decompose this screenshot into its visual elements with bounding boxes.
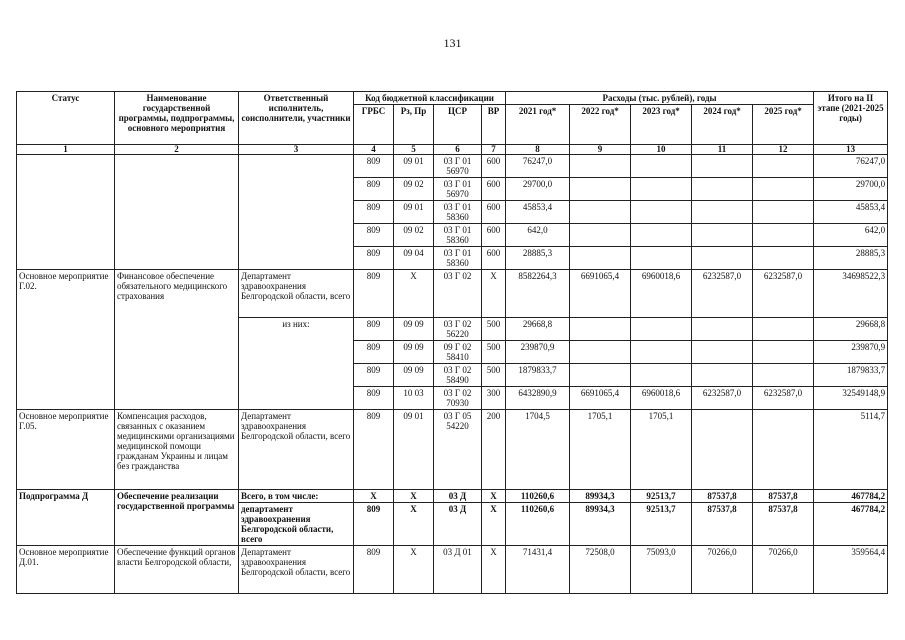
y2022-cell [570,201,631,224]
y2024-cell [692,155,753,178]
rzpr-cell: 09 09 [394,364,434,387]
y2023-cell: 92513,7 [631,503,692,546]
y2021-cell: 6432890,9 [506,387,570,410]
rzpr-cell: 09 09 [394,341,434,364]
column-number: 12 [753,145,814,155]
responsible-cell: департамент здравоохранения Белгородской области, всего [239,503,354,546]
grbs-cell: 809 [354,318,394,341]
responsible-cell: Департамент здравоохранения Белгородской области, всего [239,410,354,490]
rzpr-cell: 09 01 [394,155,434,178]
grbs-cell: 809 [354,387,394,410]
vr-cell: 600 [482,155,506,178]
total-cell: 1879833,7 [814,364,888,387]
total-cell: 239870,9 [814,341,888,364]
vr-cell: 600 [482,178,506,201]
vr-cell: 600 [482,224,506,247]
column-number: 13 [814,145,888,155]
header-status: Статус [17,92,115,145]
y2023-cell: 75093,0 [631,546,692,594]
responsible-cell: Всего, в том числе: [239,490,354,503]
y2021-cell: 110260,6 [506,490,570,503]
y2022-cell: 6691065,4 [570,270,631,318]
total-cell: 5114,7 [814,410,888,490]
y2021-cell: 45853,4 [506,201,570,224]
column-number: 6 [434,145,482,155]
name-cell: Компенсация расходов, связанных с оказанием медицинскими организациями медицинской помощи гражданам Украины и лицам без гражданства [115,410,239,490]
rzpr-cell: X [394,503,434,546]
rzpr-cell: 09 04 [394,247,434,270]
responsible-cell [239,155,354,270]
vr-cell: 200 [482,410,506,490]
total-cell: 642,0 [814,224,888,247]
vr-cell: 600 [482,247,506,270]
csr-cell: 03 Д 01 [434,546,482,594]
table-row [17,155,888,178]
table-row [17,270,888,318]
name-cell: Финансовое обеспечение обязательного медицинского страхования [115,270,239,410]
rzpr-cell: 09 09 [394,318,434,341]
y2024-cell [692,201,753,224]
csr-cell: 03 Д [434,490,482,503]
y2024-cell [692,364,753,387]
y2023-cell: 6960018,6 [631,270,692,318]
y2025-cell [753,341,814,364]
csr-cell: 03 Д [434,503,482,546]
y2021-cell: 29668,8 [506,318,570,341]
grbs-cell: X [354,490,394,503]
name-cell: Обеспечение функций органов власти Белгородской области, [115,546,239,594]
y2023-cell [631,247,692,270]
total-cell: 34698522,3 [814,270,888,318]
y2024-cell [692,224,753,247]
status-cell: Подпрограмма Д [17,490,115,546]
y2023-cell [631,364,692,387]
y2023-cell [631,178,692,201]
total-cell: 359564,4 [814,546,888,594]
header-year-2022: 2022 год* [570,105,631,145]
header-name: Наименование государственной программы, подпрограммы, основного мероприятия [115,92,239,145]
y2023-cell [631,224,692,247]
y2022-cell: 89934,3 [570,503,631,546]
y2021-cell: 110260,6 [506,503,570,546]
y2022-cell: 72508,0 [570,546,631,594]
y2021-cell: 1879833,7 [506,364,570,387]
page-number: 131 [443,36,462,50]
header-rzpr: Рз, Пр [394,105,434,145]
grbs-cell: 809 [354,503,394,546]
grbs-cell: 809 [354,224,394,247]
y2025-cell [753,318,814,341]
y2024-cell [692,341,753,364]
column-number: 3 [239,145,354,155]
responsible-cell: Департамент здравоохранения Белгородской области, всего [239,270,354,318]
column-number: 11 [692,145,753,155]
responsible-cell: из них: [239,318,354,410]
rzpr-cell: 09 01 [394,201,434,224]
y2025-cell: 87537,8 [753,503,814,546]
name-cell: Обеспечение реализации государственной программы [115,490,239,546]
budget-table [16,91,888,594]
y2022-cell [570,341,631,364]
header-responsible: Ответственный исполнитель, соисполнители, участники [239,92,354,145]
grbs-cell: 809 [354,546,394,594]
y2022-cell [570,178,631,201]
y2021-cell: 1704,5 [506,410,570,490]
rzpr-cell: 10 03 [394,387,434,410]
y2025-cell [753,364,814,387]
y2024-cell: 87537,8 [692,490,753,503]
csr-cell: 03 Г 01 58360 [434,224,482,247]
y2023-cell: 1705,1 [631,410,692,490]
y2025-cell [753,155,814,178]
y2025-cell [753,201,814,224]
csr-cell: 03 Г 02 56220 [434,318,482,341]
total-cell: 32549148,9 [814,387,888,410]
y2021-cell: 71431,4 [506,546,570,594]
csr-cell: 03 Г 02 70930 [434,387,482,410]
rzpr-cell: X [394,270,434,318]
total-cell: 29700,0 [814,178,888,201]
grbs-cell: 809 [354,341,394,364]
column-number: 5 [394,145,434,155]
csr-cell: 03 Г 05 54220 [434,410,482,490]
grbs-cell: 809 [354,201,394,224]
column-number: 7 [482,145,506,155]
y2025-cell: 6232587,0 [753,387,814,410]
header-csr: ЦСР [434,105,482,145]
y2022-cell [570,364,631,387]
csr-cell: 03 Г 02 [434,270,482,318]
rzpr-cell: 09 02 [394,224,434,247]
y2021-cell: 76247,0 [506,155,570,178]
table-row [17,410,888,490]
header-year-2024: 2024 год* [692,105,753,145]
y2025-cell [753,178,814,201]
csr-cell: 03 Г 01 58360 [434,201,482,224]
y2024-cell [692,178,753,201]
vr-cell: 500 [482,318,506,341]
column-number: 9 [570,145,631,155]
y2022-cell: 6691065,4 [570,387,631,410]
total-cell: 467784,2 [814,503,888,546]
y2024-cell [692,410,753,490]
header-expenses: Расходы (тыс. рублей), годы [506,92,814,105]
y2023-cell [631,318,692,341]
total-cell: 467784,2 [814,490,888,503]
total-cell: 45853,4 [814,201,888,224]
total-cell: 28885,3 [814,247,888,270]
rzpr-cell: 09 02 [394,178,434,201]
total-cell: 29668,8 [814,318,888,341]
y2024-cell [692,247,753,270]
y2022-cell [570,224,631,247]
vr-cell: X [482,490,506,503]
vr-cell: 600 [482,201,506,224]
y2022-cell [570,155,631,178]
column-number: 2 [115,145,239,155]
csr-cell: 03 Г 01 56970 [434,155,482,178]
header-year-2023: 2023 год* [631,105,692,145]
grbs-cell: 809 [354,270,394,318]
y2024-cell: 87537,8 [692,503,753,546]
status-cell: Основное мероприятие Д.01. [17,546,115,594]
rzpr-cell: X [394,490,434,503]
vr-cell: X [482,503,506,546]
header-year-2021: 2021 год* [506,105,570,145]
vr-cell: X [482,546,506,594]
y2023-cell: 6960018,6 [631,387,692,410]
y2022-cell: 1705,1 [570,410,631,490]
column-number: 8 [506,145,570,155]
column-number: 1 [17,145,115,155]
header-vr: ВР [482,105,506,145]
vr-cell: 500 [482,364,506,387]
y2025-cell: 6232587,0 [753,270,814,318]
vr-cell: 300 [482,387,506,410]
name-cell [115,155,239,270]
column-number: 10 [631,145,692,155]
grbs-cell: 809 [354,155,394,178]
y2025-cell: 87537,8 [753,490,814,503]
y2021-cell: 28885,3 [506,247,570,270]
y2022-cell [570,318,631,341]
y2024-cell [692,318,753,341]
y2024-cell: 70266,0 [692,546,753,594]
vr-cell: 500 [482,341,506,364]
csr-cell: 03 Г 01 56970 [434,178,482,201]
y2023-cell [631,155,692,178]
y2023-cell [631,201,692,224]
csr-cell: 09 Г 02 58410 [434,341,482,364]
column-numbers-row [17,145,888,155]
y2022-cell [570,247,631,270]
grbs-cell: 809 [354,410,394,490]
y2024-cell: 6232587,0 [692,387,753,410]
table-row [17,490,888,503]
header-total: Итого на II этапе (2021-2025 годы) [814,92,888,145]
status-cell [17,155,115,270]
status-cell: Основное мероприятие Г.02. [17,270,115,410]
header-budget-code: Код бюджетной классификации [354,92,506,105]
y2024-cell: 6232587,0 [692,270,753,318]
y2025-cell [753,410,814,490]
y2021-cell: 29700,0 [506,178,570,201]
total-cell: 76247,0 [814,155,888,178]
status-cell: Основное мероприятие Г.05. [17,410,115,490]
y2021-cell: 8582264,3 [506,270,570,318]
y2025-cell: 70266,0 [753,546,814,594]
table-row [17,546,888,594]
csr-cell: 03 Г 02 58490 [434,364,482,387]
grbs-cell: 809 [354,247,394,270]
y2021-cell: 239870,9 [506,341,570,364]
y2022-cell: 89934,3 [570,490,631,503]
y2021-cell: 642,0 [506,224,570,247]
y2023-cell: 92513,7 [631,490,692,503]
y2025-cell [753,247,814,270]
y2025-cell [753,224,814,247]
y2023-cell [631,341,692,364]
csr-cell: 03 Г 01 58360 [434,247,482,270]
header-year-2025: 2025 год* [753,105,814,145]
responsible-cell: Департамент здравоохранения Белгородской области, всего [239,546,354,594]
column-number: 4 [354,145,394,155]
grbs-cell: 809 [354,178,394,201]
header-grbs: ГРБС [354,105,394,145]
grbs-cell: 809 [354,364,394,387]
rzpr-cell: 09 01 [394,410,434,490]
vr-cell: X [482,270,506,318]
rzpr-cell: X [394,546,434,594]
